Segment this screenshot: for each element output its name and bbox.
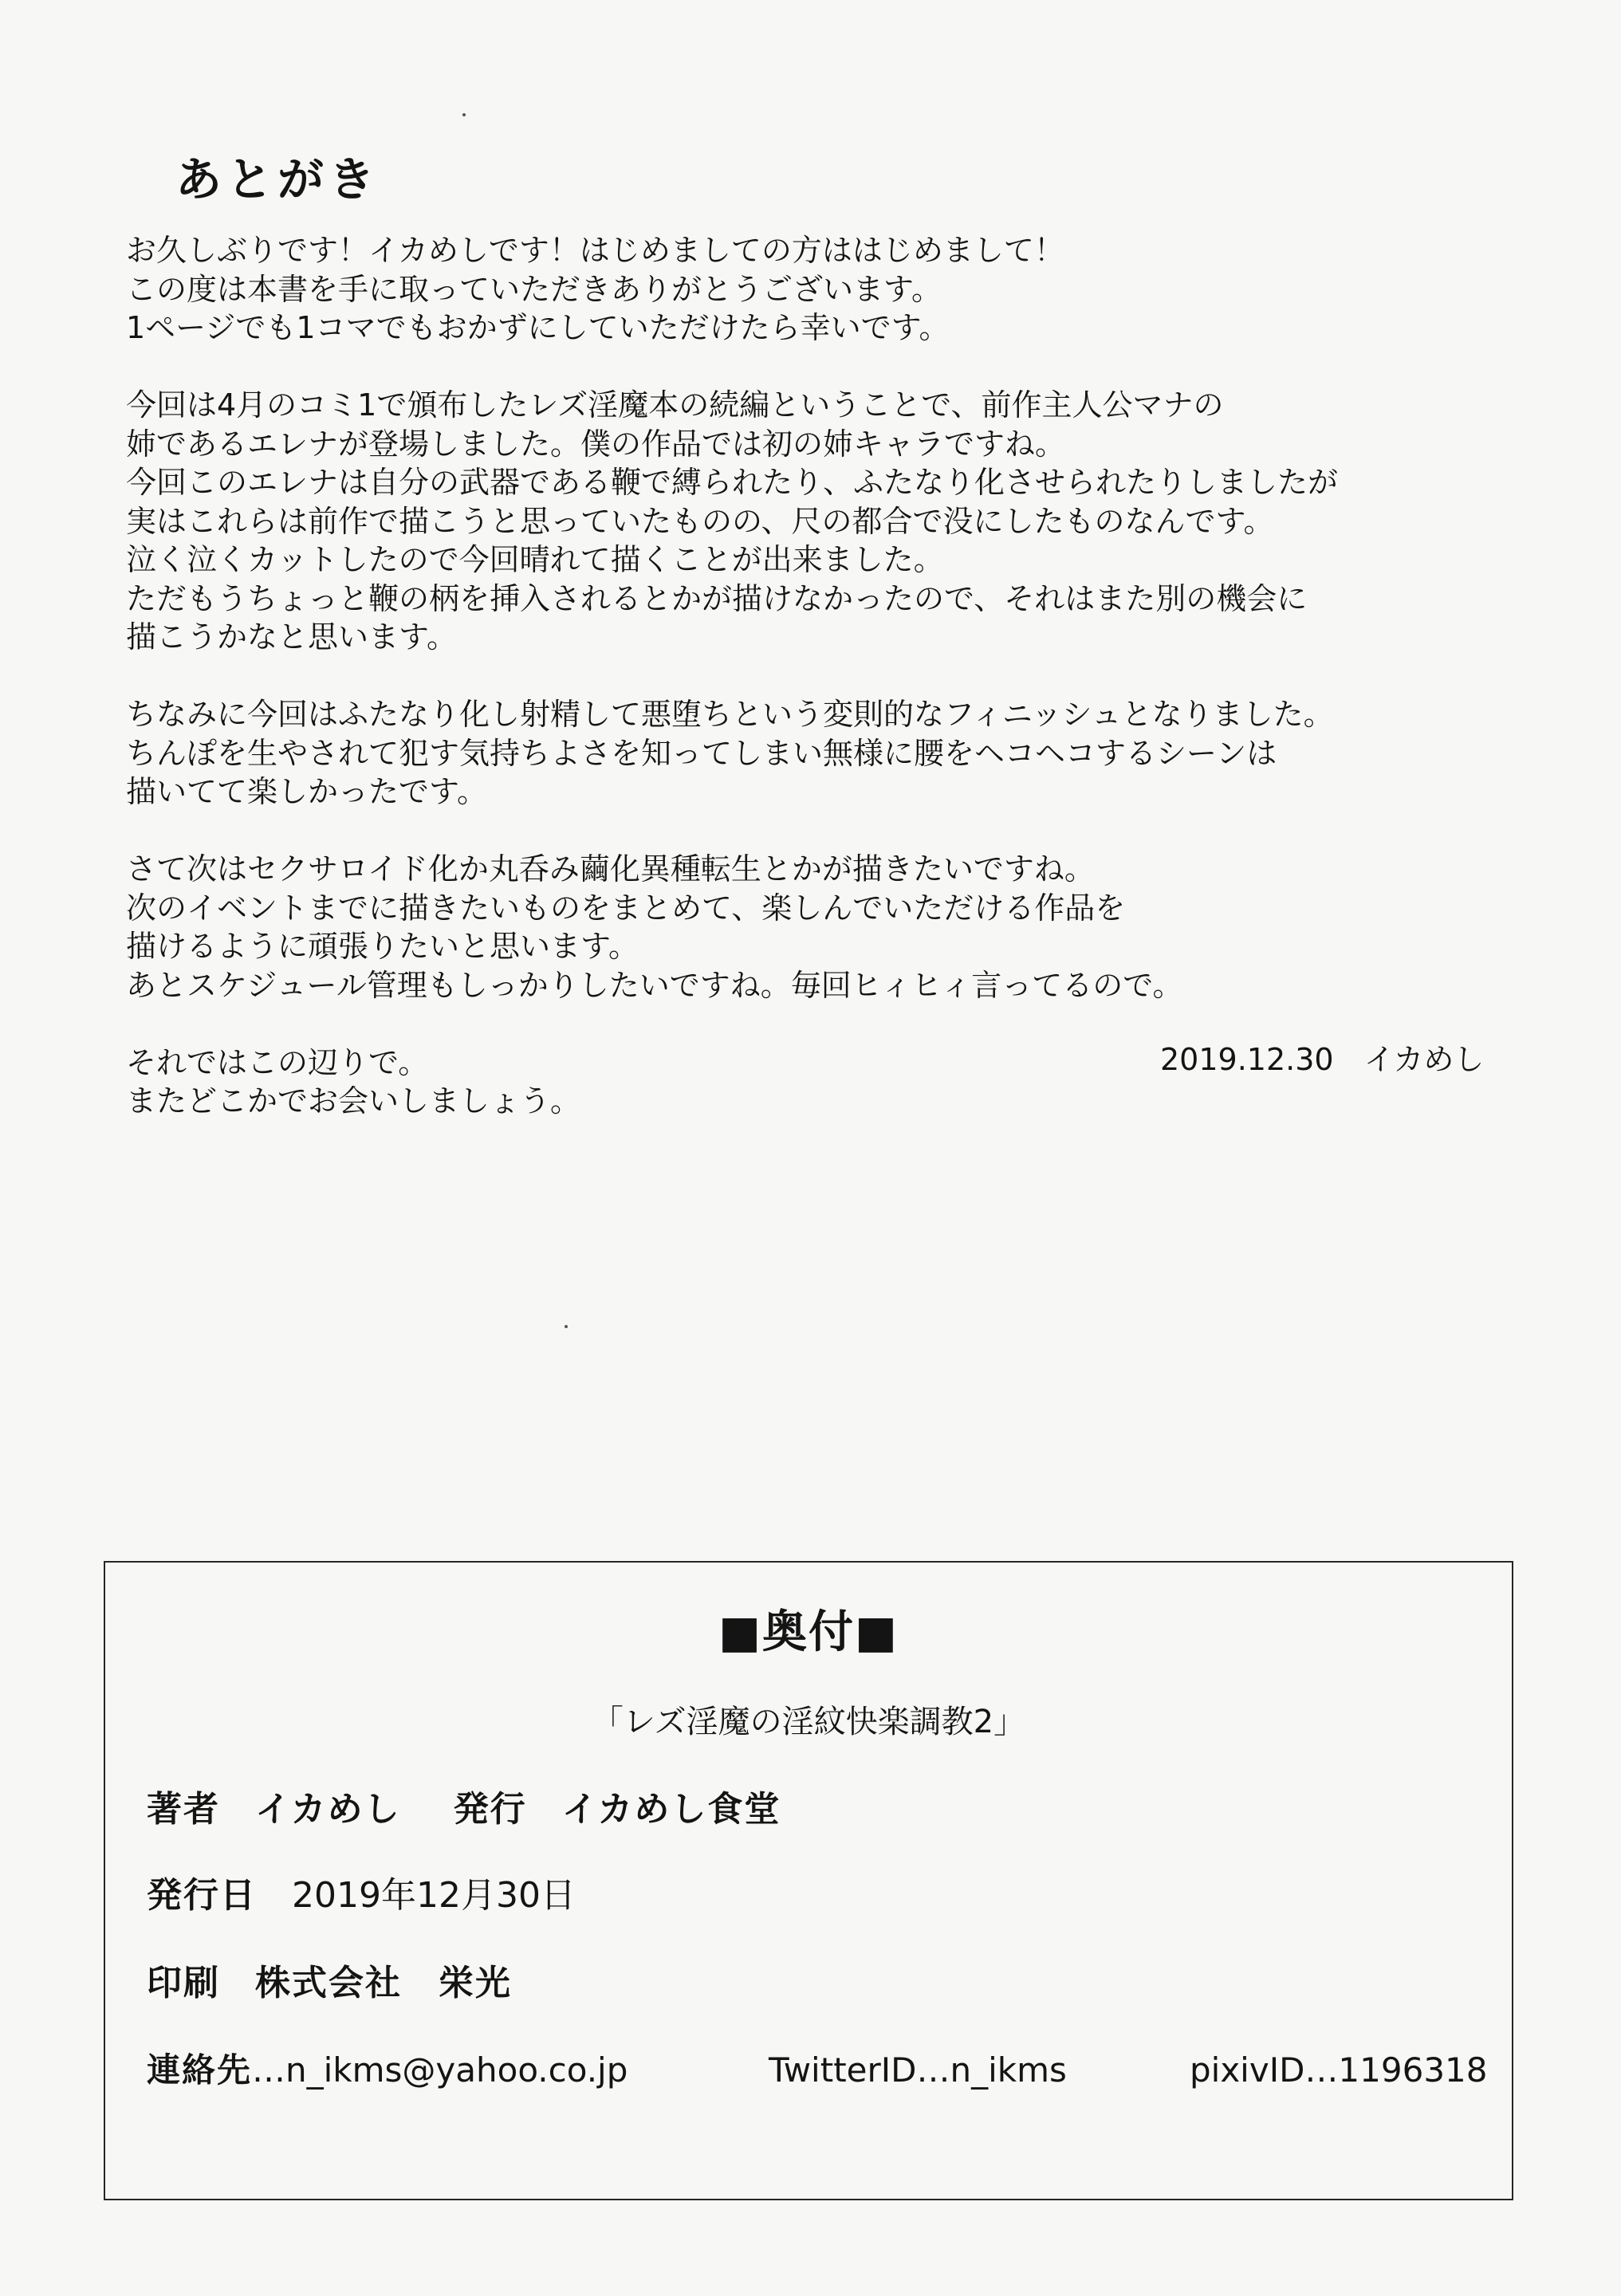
afterword-line: あとスケジュール管理もしっかりしたいですね。毎回ヒィヒィ言ってるので。 — [126, 967, 1183, 1003]
afterword-line: 次のイベントまでに描きたいものをまとめて、楽しんでいただける作品を — [126, 890, 1126, 926]
afterword-paragraph — [126, 695, 1513, 812]
author-label: 著者 — [147, 1789, 220, 1830]
printer-label: 印刷 — [147, 1963, 220, 2003]
publisher-label: 発行 — [453, 1789, 527, 1830]
publisher-value: イカめし食堂 — [561, 1789, 781, 1830]
afterword-line: 1ページでも1コマでもおかずにしていただけたら幸いです。 — [126, 310, 950, 345]
date-row — [147, 1875, 576, 1916]
afterword-line: 泣く泣くカットしたので今回晴れて描くことが出来ました。 — [126, 542, 944, 577]
contact-email-item — [147, 2050, 628, 2090]
afterword-line: 姉であるエレナが登場しました。僕の作品では初の姉キャラですね。 — [126, 426, 1066, 462]
contact-email: …n_ikms@yahoo.co.jp — [252, 2050, 628, 2090]
afterword-line: 描いてて楽しかったです。 — [126, 774, 487, 809]
afterword-signature: 2019.12.30 イカめし — [1160, 1042, 1485, 1077]
afterword-line: ただもうちょっと鞭の柄を挿入されるとかが描けなかったので、それはまた別の機会に — [126, 580, 1308, 616]
afterword-line: 実はこれらは前作で描こうと思っていたものの、尺の都合で没にしたものなんです。 — [126, 503, 1274, 539]
afterword-line: 今回このエレナは自分の武器である鞭で縛られたり、ふたなり化させられたりしましたが — [126, 465, 1339, 500]
afterword-paragraph — [126, 850, 1513, 1005]
author-value: イカめし — [255, 1789, 401, 1830]
afterword-line: ちんぽを生やされて犯す気持ちよさを知ってしまい無様に腰をヘコヘコするシーンは — [126, 735, 1277, 771]
contact-label: 連絡先 — [147, 2050, 253, 2090]
afterword-title: あとがき — [175, 152, 380, 206]
afterword-line: ちなみに今回はふたなり化し射精して悪堕ちという変則的なフィニッシュとなりました。 — [126, 697, 1334, 732]
scan-speck — [565, 1325, 568, 1328]
scan-speck — [462, 113, 466, 116]
printer-row — [147, 1963, 512, 2003]
colophon-heading: ■奥付■ — [718, 1606, 899, 1658]
date-label: 発行日 — [147, 1875, 257, 1916]
printer-value: 株式会社 栄光 — [255, 1963, 512, 2003]
afterword-line: お久しぶりです！イカめしです！はじめましての方ははじめまして！ — [126, 233, 1064, 268]
afterword-paragraph — [126, 231, 1513, 348]
afterword-paragraph — [126, 386, 1513, 657]
afterword-line: またどこかでお会いしましょう。 — [126, 1083, 581, 1119]
colophon-box — [104, 1561, 1513, 2200]
afterword-line: 描けるように頑張りたいと思います。 — [126, 929, 639, 964]
author-row — [147, 1789, 781, 1830]
afterword-line: 描こうかなと思います。 — [126, 619, 457, 655]
pixiv-id: pixivID…1196318 — [1190, 2050, 1488, 2090]
afterword-line: それではこの辺りで。 — [126, 1044, 429, 1080]
afterword-body — [126, 231, 1513, 1121]
afterword-line: この度は本書を手に取っていただきありがとうございます。 — [126, 271, 942, 307]
book-title: 「レズ淫魔の淫紋快楽調教2」 — [591, 1704, 1026, 1740]
date-value: 2019年12月30日 — [292, 1875, 576, 1916]
afterword-line: さて次はセクサロイド化か丸呑み繭化異種転生とかが描きたいですね。 — [126, 851, 1095, 887]
afterword-line: 今回は4月のコミ1で頒布したレズ淫魔本の続編ということで、前作主人公マナの — [126, 387, 1224, 423]
twitter-id: TwitterID…n_ikms — [769, 2050, 1067, 2090]
